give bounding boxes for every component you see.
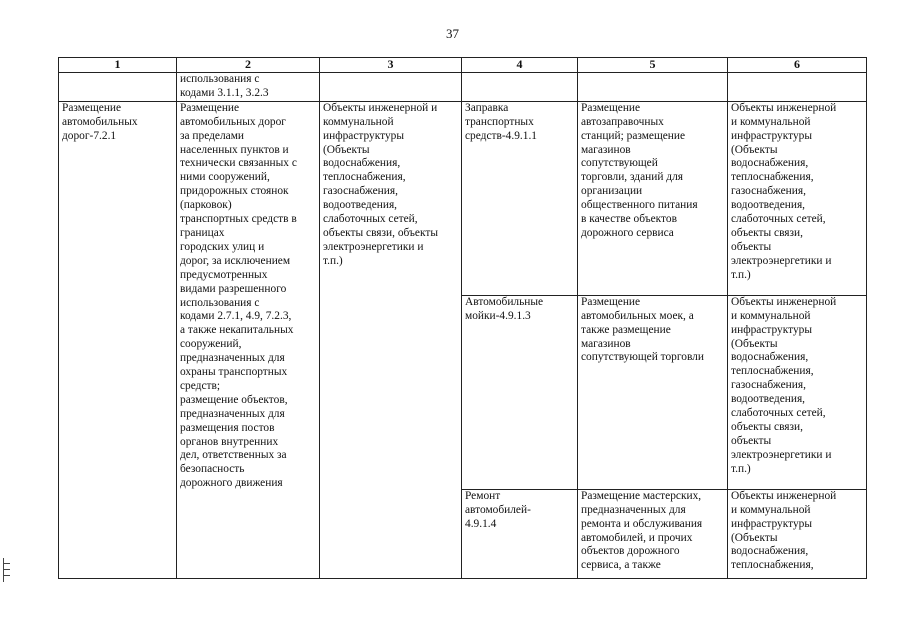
sub-use-description-cell: Размещение мастерских, предназначенных для ремонта и обслуживания автомобилей, и прочих объектов дорожного сервиса, а также: [578, 489, 728, 578]
main-use-type-cell: Размещение автомобильных дорог-7.2.1: [59, 101, 177, 578]
scan-margin-mark: [3, 558, 10, 582]
column-header-4: 4: [462, 58, 578, 73]
carryover-col6-cell: [728, 73, 867, 102]
carryover-col1-cell: [59, 73, 177, 102]
carryover-col3-cell: [320, 73, 462, 102]
column-header-3: 3: [320, 58, 462, 73]
carryover-col5-cell: [578, 73, 728, 102]
column-header-5: 5: [578, 58, 728, 73]
sub-use-type-cell: Заправка транспортных средств-4.9.1.1: [462, 101, 578, 295]
page-number: 37: [446, 26, 459, 41]
main-use-description-cell: Размещение автомобильных дорог за пределами населенных пунктов и технически связанных с ними сооружений, придорожных стоянок (парковок) транспортных средств в границах городских улиц и дорог, за исключением предусмотренных видами разрешенного использования с кодами 2.7.1, 4.9, 7.2.3, а также некапитальных сооружений, предназначенных для охраны транспортных средств; размещение объектов, предназначенных для размещения постов органов внутренних дел, ответственных за безопасность дорожного движения: [177, 101, 320, 578]
column-header-6: 6: [728, 58, 867, 73]
land-use-table: [58, 57, 867, 579]
sub-auxiliary-objects-cell: Объекты инженерной и коммунальной инфраструктуры (Объекты водоснабжения, теплоснабжения,: [728, 489, 867, 578]
table-row: [59, 101, 867, 295]
sub-use-description-cell: Размещение автомобильных моек, а также размещение магазинов сопутствующей торговли: [578, 295, 728, 489]
sub-use-type-cell: Автомобильные мойки-4.9.1.3: [462, 295, 578, 489]
sub-use-description-cell: Размещение автозаправочных станций; размещение магазинов сопутствующей торговли, зданий для организации общественного питания в качестве объектов дорожного сервиса: [578, 101, 728, 295]
table-header-row: [59, 58, 867, 73]
carryover-col4-cell: [462, 73, 578, 102]
carryover-col2-cell: использования с кодами 3.1.1, 3.2.3: [177, 73, 320, 102]
column-header-2: 2: [177, 58, 320, 73]
table-row-carryover: [59, 73, 867, 102]
sub-use-type-cell: Ремонт автомобилей- 4.9.1.4: [462, 489, 578, 578]
sub-auxiliary-objects-cell: Объекты инженерной и коммунальной инфраструктуры (Объекты водоснабжения, теплоснабжения, газоснабжения, водоотведения, слаботочных сетей, объекты связи, объекты электроэнергетики и т.п.): [728, 295, 867, 489]
sub-auxiliary-objects-cell: Объекты инженерной и коммунальной инфраструктуры (Объекты водоснабжения, теплоснабжения, газоснабжения, водоотведения, слаботочных сетей, объекты связи, объекты электроэнергетики и т.п.): [728, 101, 867, 295]
main-auxiliary-objects-cell: Объекты инженерной и коммунальной инфраструктуры (Объекты водоснабжения, теплоснабжения, газоснабжения, водоотведения, слаботочных сетей, объекты связи, объекты электроэнергетики и т.п.): [320, 101, 462, 578]
column-header-1: 1: [59, 58, 177, 73]
